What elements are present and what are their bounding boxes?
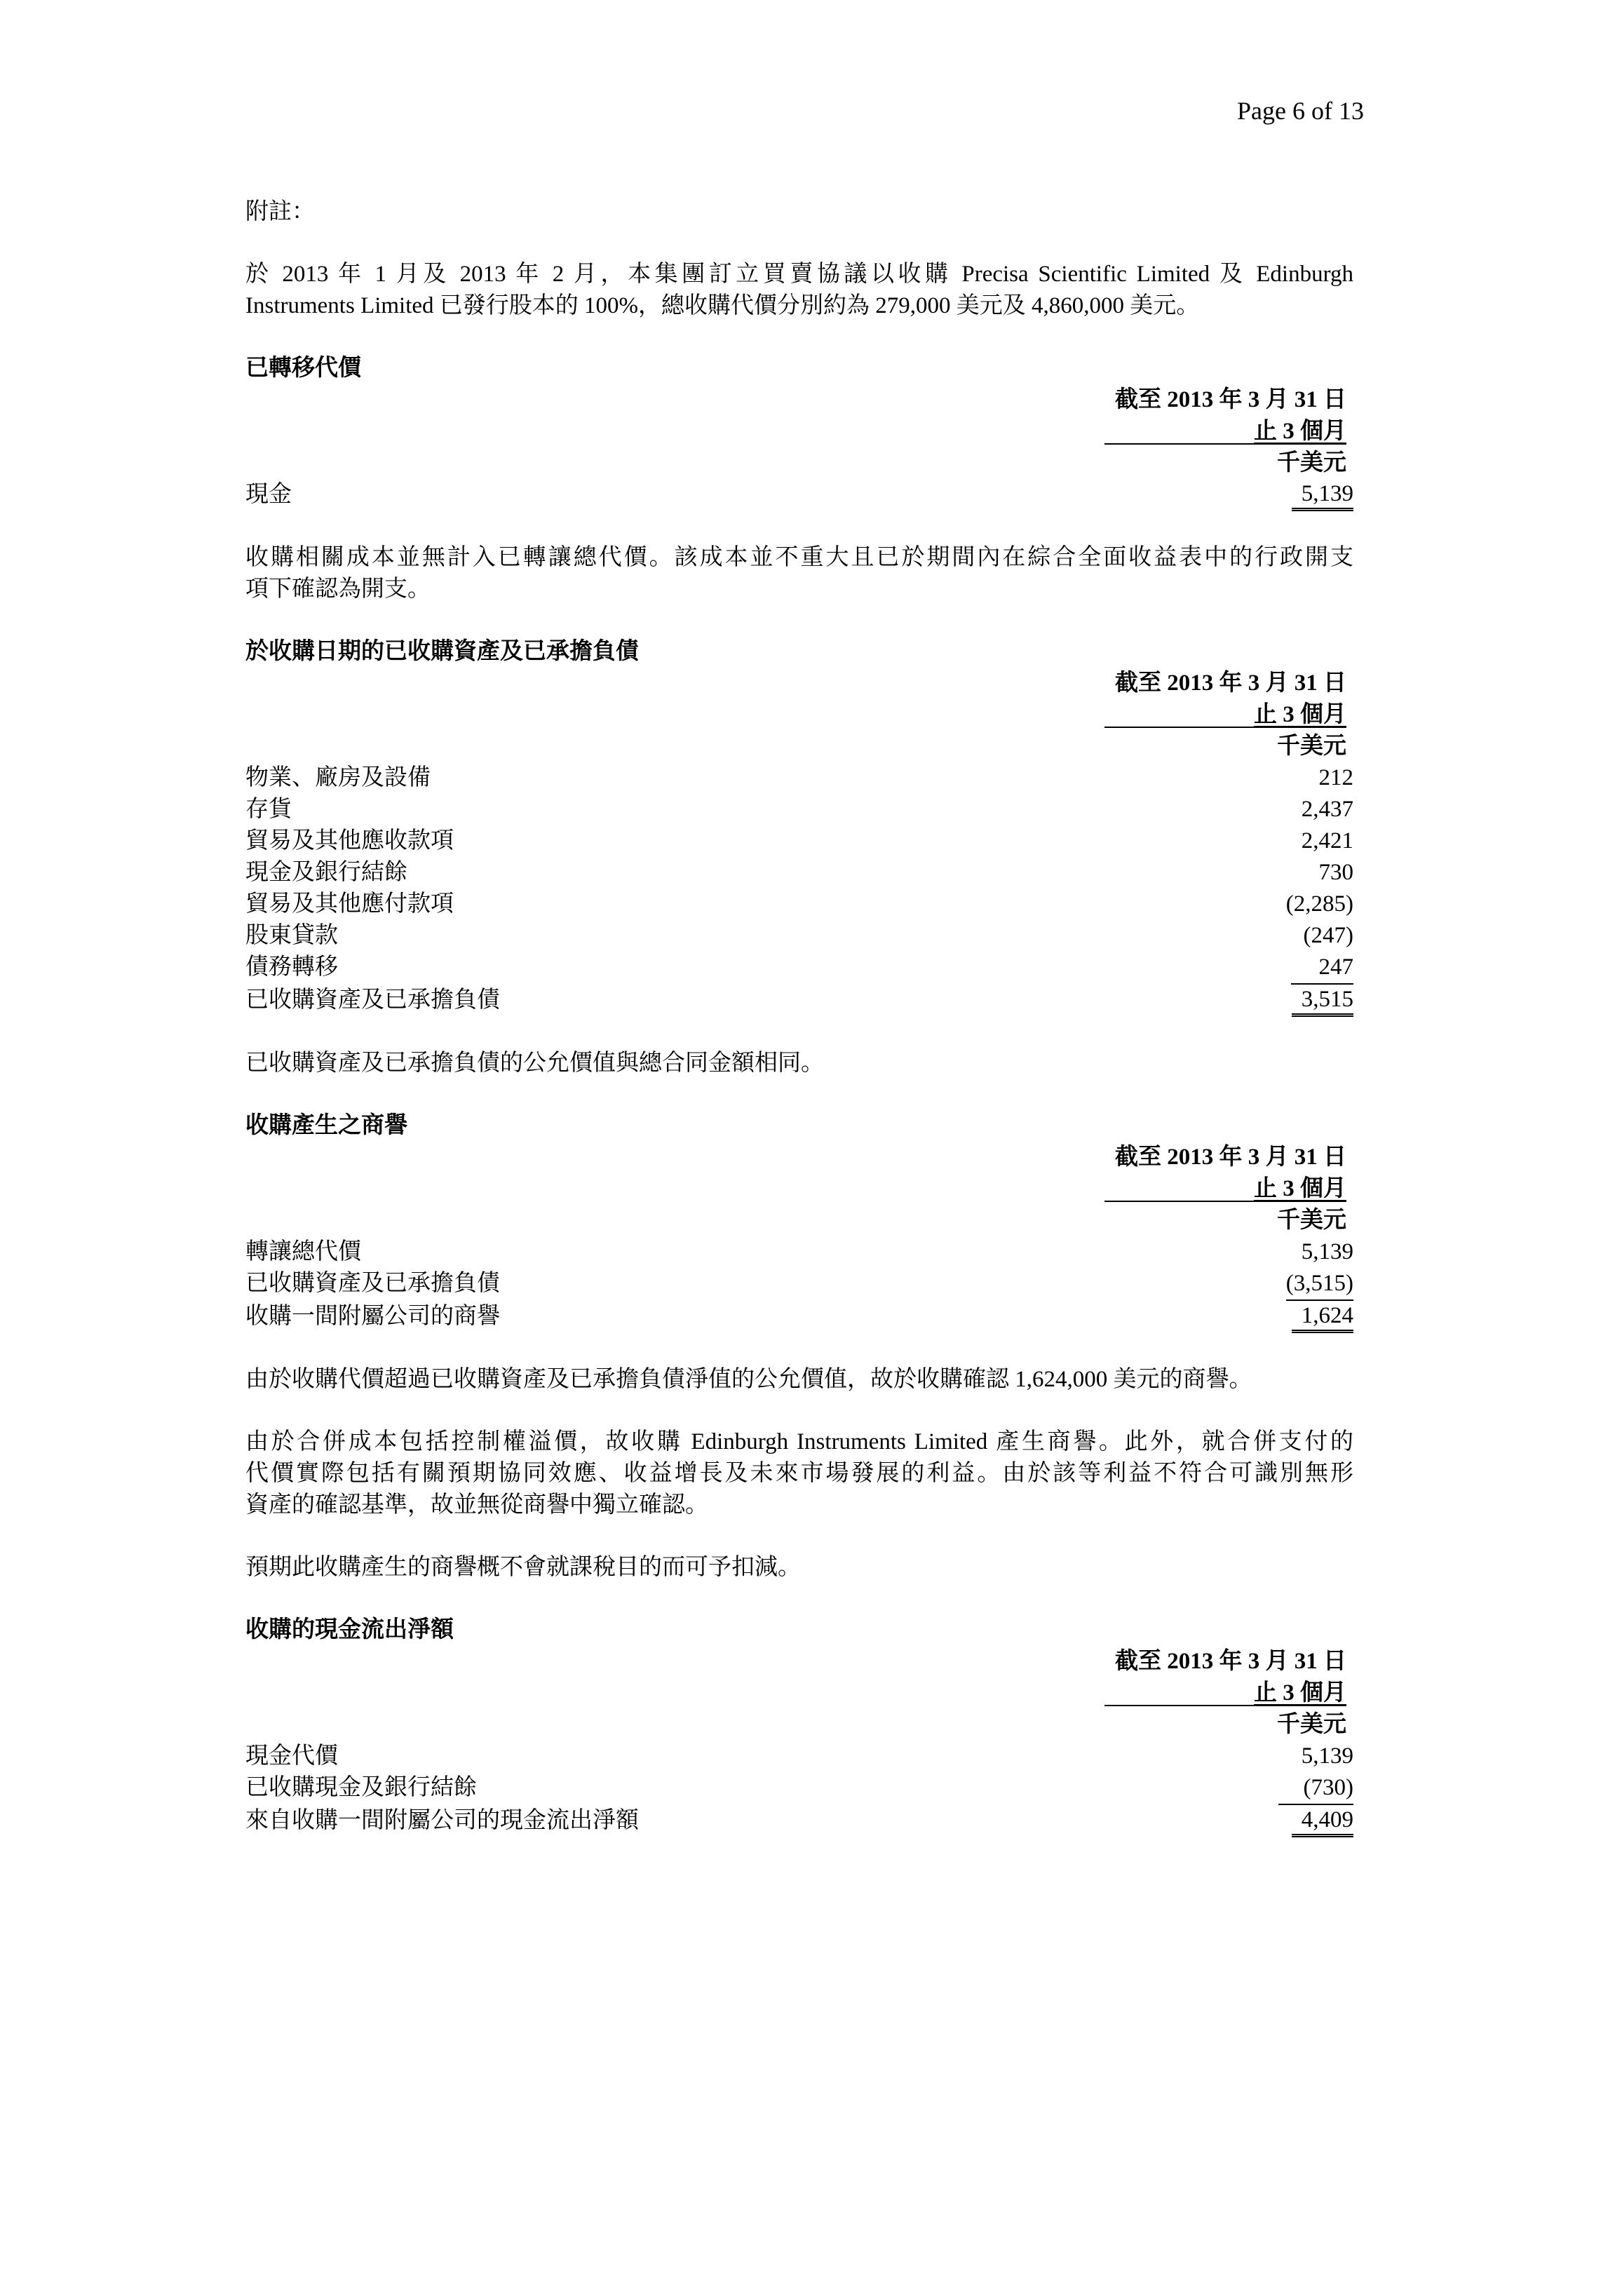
goodwill-note-3: 預期此收購產生的商譽概不會就課稅目的而可予扣減。 — [245, 1555, 801, 1580]
table-row — [245, 1236, 1353, 1268]
goodwill-note-1: 由於收購代價超過已收購資產及已承擔負債淨值的公允價值，故於收購確認 1,624,000 美元的商譽。 — [245, 1367, 1252, 1392]
column-header — [245, 384, 1353, 479]
row-label: 已收購現金及銀行結餘 — [245, 1775, 477, 1800]
row-label: 債務轉移 — [245, 954, 338, 980]
row-value: 2,421 — [1301, 828, 1353, 853]
column-header — [245, 1142, 1353, 1236]
section-title-cashflow: 收購的現金流出淨額 — [245, 1617, 454, 1642]
row-label: 來自收購一間附屬公司的現金流出淨額 — [245, 1808, 639, 1833]
unit-label: 千美元 — [1277, 450, 1346, 475]
row-label: 現金 — [245, 482, 292, 507]
row-label: 收購一間附屬公司的商譽 — [245, 1304, 500, 1329]
months-label: 止 3 個月 — [1254, 419, 1346, 444]
row-value: 212 — [1318, 765, 1353, 790]
row-value: 3,515 — [1292, 985, 1353, 1017]
row-value: 5,139 — [1292, 479, 1353, 511]
consideration-note-line-2: 項下確認為開支。 — [245, 576, 431, 602]
period-line: 截至 2013 年 3 月 31 日 — [1115, 387, 1346, 412]
row-label: 貿易及其他應付款項 — [245, 891, 454, 917]
table-row — [245, 1301, 1353, 1333]
row-label: 現金及銀行結餘 — [245, 860, 407, 885]
unit-label: 千美元 — [1277, 734, 1346, 759]
row-value: 5,139 — [1301, 1239, 1353, 1264]
row-value: 1,624 — [1292, 1301, 1353, 1333]
consideration-note-line-1: 收購相關成本並無計入已轉讓總代價。該成本並不重大且已於期間內在綜合全面收益表中的行政開支 — [245, 545, 1353, 570]
months-label: 止 3 個月 — [1254, 702, 1346, 727]
goodwill-note-2-line-1: 由於合併成本包括控制權溢價，故收購 Edinburgh Instruments Limited 產生商譽。此外，就合併支付的 — [245, 1429, 1353, 1454]
row-label: 股東貸款 — [245, 923, 338, 948]
table-row — [245, 985, 1353, 1017]
column-header — [245, 1646, 1353, 1741]
goodwill-note-2-line-3: 資產的確認基準，故並無從商譽中獨立確認。 — [245, 1492, 708, 1518]
row-label: 轉讓總代價 — [245, 1239, 361, 1264]
row-value: (3,515) — [1286, 1268, 1353, 1301]
unit-label: 千美元 — [1277, 1712, 1346, 1737]
row-label: 現金代價 — [245, 1743, 338, 1769]
table-row — [245, 857, 1353, 889]
table-row — [245, 1805, 1353, 1837]
row-value: 4,409 — [1292, 1805, 1353, 1837]
table-row — [245, 825, 1353, 857]
note-title: 附註： — [245, 199, 315, 224]
row-value: (730) — [1278, 1772, 1353, 1805]
table-row — [245, 762, 1353, 794]
section-title-consideration: 已轉移代價 — [245, 356, 361, 381]
unit-label: 千美元 — [1277, 1208, 1346, 1233]
goodwill-note-2-line-2: 代價實際包括有關預期協同效應、收益增長及未來市場發展的利益。由於該等利益不符合可識別無形 — [245, 1461, 1353, 1486]
table-row — [245, 1741, 1353, 1772]
document-body — [245, 196, 1353, 1837]
section-title-assets: 於收購日期的已收購資產及已承擔負債 — [245, 639, 639, 664]
table-row — [245, 920, 1353, 952]
months-label: 止 3 個月 — [1254, 1176, 1346, 1201]
row-label: 已收購資產及已承擔負債 — [245, 987, 500, 1013]
row-label: 貿易及其他應收款項 — [245, 828, 454, 853]
row-value: 2,437 — [1301, 797, 1353, 822]
table-row — [245, 889, 1353, 920]
row-label: 已收購資產及已承擔負債 — [245, 1271, 500, 1296]
months-label: 止 3 個月 — [1254, 1680, 1346, 1706]
table-row — [245, 479, 1353, 511]
assets-note: 已收購資產及已承擔負債的公允價值與總合同金額相同。 — [245, 1051, 824, 1076]
intro-line-1: 於 2013 年 1 月及 2013 年 2 月，本集團訂立買賣協議以收購 Precisa Scientific Limited 及 Edinburgh — [245, 262, 1353, 287]
table-row — [245, 1772, 1353, 1805]
table-row — [245, 1268, 1353, 1301]
row-value: 730 — [1318, 860, 1353, 885]
row-value: 5,139 — [1301, 1743, 1353, 1769]
page-number: Page 6 of 13 — [1237, 97, 1364, 125]
row-label: 物業、廠房及設備 — [245, 765, 431, 790]
table-row — [245, 794, 1353, 825]
section-title-goodwill: 收購產生之商譽 — [245, 1113, 407, 1138]
period-line: 截至 2013 年 3 月 31 日 — [1115, 1649, 1346, 1674]
period-line: 截至 2013 年 3 月 31 日 — [1115, 1144, 1346, 1170]
row-label: 存貨 — [245, 797, 292, 822]
row-value: (247) — [1303, 923, 1353, 948]
row-value: (2,285) — [1285, 891, 1353, 917]
row-value: 247 — [1291, 952, 1354, 985]
period-line: 截至 2013 年 3 月 31 日 — [1115, 670, 1346, 696]
table-row — [245, 952, 1353, 985]
column-header — [245, 668, 1353, 762]
intro-line-2: Instruments Limited 已發行股本的 100%，總收購代價分別約為 279,000 美元及 4,860,000 美元。 — [245, 293, 1200, 318]
